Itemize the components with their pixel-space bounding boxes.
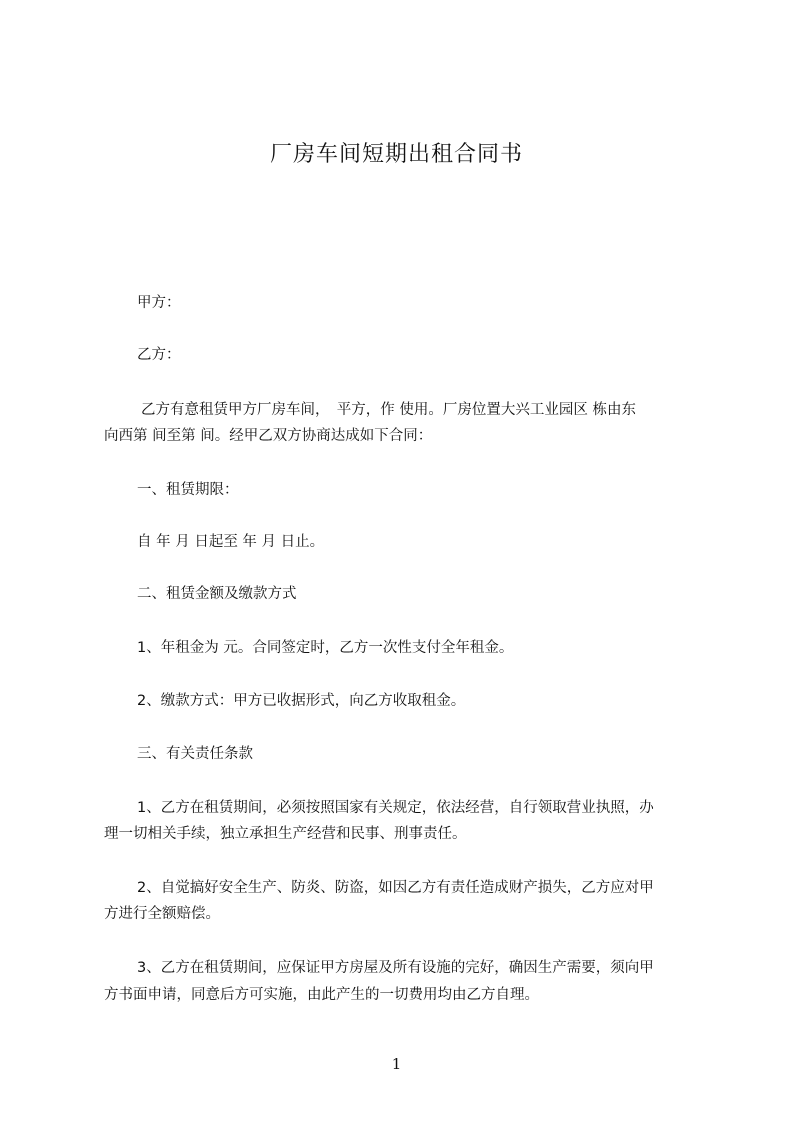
- intro-paragraph-line-2: 向西第 间至第 间。经甲乙双方协商达成如下合同：: [104, 428, 433, 444]
- section-3-item-2-line-1: 2、自觉搞好安全生产、防炎、防盗，如因乙方有责任造成财产损失，乙方应对甲: [137, 880, 654, 896]
- intro-paragraph-line-1: 乙方有意租赁甲方厂房车间， 平方，作 使用。厂房位置大兴工业园区 栋由东: [141, 402, 636, 418]
- section-2-item-1: 1、年租金为 元。合同签定时，乙方一次性支付全年租金。: [137, 640, 514, 656]
- section-3-heading: 三、有关责任条款: [137, 746, 253, 762]
- section-3-item-1-line-2: 理一切相关手续，独立承担生产经营和民事、刑事责任。: [104, 826, 467, 842]
- party-a-label: 甲方：: [137, 295, 181, 311]
- party-b-label: 乙方：: [137, 347, 181, 363]
- section-3-item-3-line-1: 3、乙方在租赁期间，应保证甲方房屋及所有设施的完好，确因生产需要，须向甲: [137, 960, 654, 976]
- document-title: 厂房车间短期出租合同书: [269, 142, 523, 167]
- section-1-text: 自 年 月 日起至 年 月 日止。: [137, 534, 325, 550]
- page-number: 1: [391, 1055, 402, 1073]
- section-2-item-2: 2、缴款方式：甲方已收据形式，向乙方收取租金。: [137, 693, 466, 709]
- section-3-item-1-line-1: 1、乙方在租赁期间，必须按照国家有关规定，依法经营，自行领取营业执照，办: [137, 800, 654, 816]
- section-1-heading: 一、租赁期限：: [137, 482, 239, 498]
- section-2-heading: 二、租赁金额及缴款方式: [137, 586, 297, 602]
- section-3-item-2-line-2: 方进行全额赔偿。: [104, 906, 220, 922]
- section-3-item-3-line-2: 方书面申请，同意后方可实施，由此产生的一切费用均由乙方自理。: [104, 987, 539, 1003]
